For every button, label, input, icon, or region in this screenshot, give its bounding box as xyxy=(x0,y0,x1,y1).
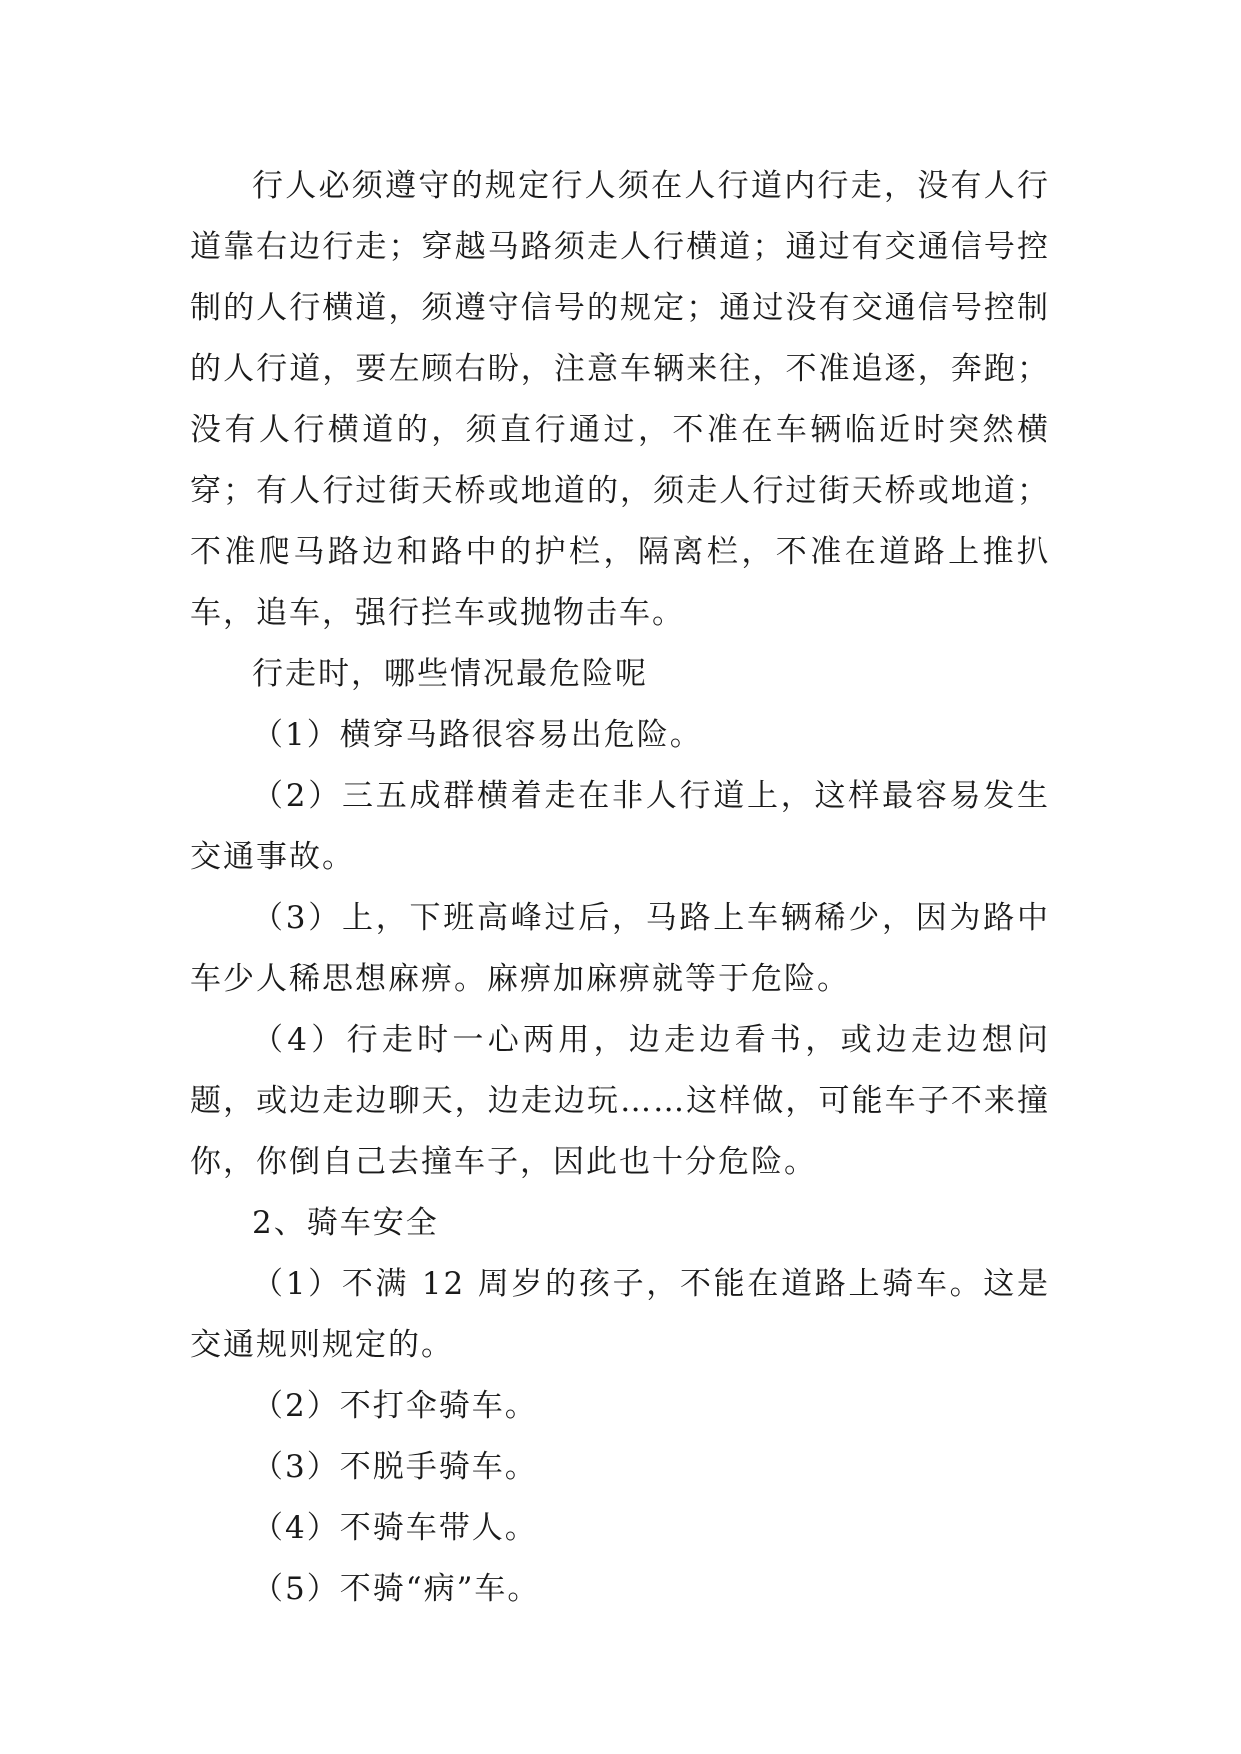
list-item-danger-3: （3）上，下班高峰过后，马路上车辆稀少，因为路中车少人稀思想麻痹。麻痹加麻痹就等于危险。 xyxy=(190,900,1050,997)
paragraph-pedestrian-rules: 行人必须遵守的规定行人须在人行道内行走，没有人行道靠右边行走；穿越马路须走人行横道；通过有交通信号控制的人行横道，须遵守信号的规定；通过没有交通信号控制的人行道，要左顾右盼，注意车辆来往，不准追逐，奔跑；没有人行横道的，须直行通过，不准在车辆临近时突然横穿；有人行过街天桥或地道的，须走人行过街天桥或地道；不准爬马路边和路中的护栏，隔离栏，不准在道路上推扒车，追车，强行拦车或抛物击车。 xyxy=(190,168,1050,631)
paragraph-walking-danger-question: 行走时，哪些情况最危险呢 xyxy=(252,656,648,692)
list-item-cycling-2: （2）不打伞骑车。 xyxy=(252,1388,538,1424)
list-item-cycling-1: （1）不满 12 周岁的孩子，不能在道路上骑车。这是交通规则规定的。 xyxy=(190,1266,1050,1363)
section-heading-cycling-safety: 2、骑车安全 xyxy=(252,1205,439,1241)
list-item-cycling-3: （3）不脱手骑车。 xyxy=(252,1449,538,1485)
list-item-cycling-5: （5）不骑“病”车。 xyxy=(252,1571,541,1607)
list-item-danger-1: （1）横穿马路很容易出危险。 xyxy=(252,717,703,753)
list-item-cycling-4: （4）不骑车带人。 xyxy=(252,1510,538,1546)
list-item-danger-4: （4）行走时一心两用，边走边看书，或边走边想问题，或边走边聊天，边走边玩……这样做，可能车子不来撞你，你倒自己去撞车子，因此也十分危险。 xyxy=(190,1022,1050,1180)
document-body xyxy=(190,156,1050,1620)
list-item-danger-2: （2）三五成群横着走在非人行道上，这样最容易发生交通事故。 xyxy=(190,778,1050,875)
